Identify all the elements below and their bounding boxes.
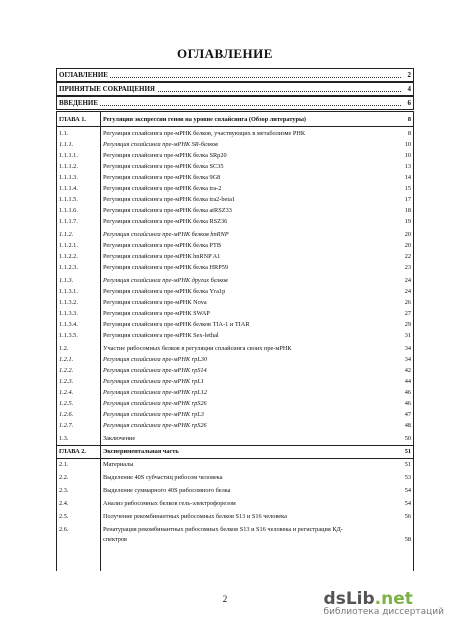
toc-number: 2.3.	[59, 487, 69, 494]
toc-page: 34	[404, 345, 411, 352]
toc-page: 31	[404, 332, 411, 339]
toc-page: 48	[404, 422, 411, 429]
toc-row[interactable]	[57, 485, 413, 496]
toc-number: 1.2.7.	[59, 422, 74, 429]
toc-number: 1.3.	[59, 435, 69, 442]
toc-row[interactable]	[57, 194, 413, 205]
toc-title: Регуляция сплайсинга пре-мРНК белков hnRNP	[103, 231, 229, 238]
toc-section-page: 4	[407, 85, 411, 93]
watermark-domain: .net	[374, 589, 413, 609]
toc-row[interactable]	[57, 446, 413, 457]
toc-page: 47	[404, 411, 411, 418]
toc-page: 50	[404, 435, 411, 442]
page-number: 2	[222, 594, 228, 604]
toc-number: 2.2.	[59, 474, 69, 481]
toc-row[interactable]	[57, 150, 413, 161]
toc-row[interactable]	[57, 433, 413, 444]
toc-title: Регуляция сплайсинга пре-мРНК Nova	[103, 299, 207, 306]
toc-page: 34	[404, 356, 411, 363]
toc-title: Регуляция сплайсинга пре-мРНК белка SC35	[103, 163, 224, 170]
toc-title: Выделение суммарного 40S рибосомного белка	[103, 487, 231, 494]
toc-page: 22	[404, 253, 411, 260]
toc-title: Экспериментальная часть	[103, 448, 179, 455]
toc-row[interactable]	[57, 229, 413, 240]
toc-page: 54	[404, 500, 411, 507]
page-title: ОГЛАВЛЕНИЕ	[177, 46, 273, 61]
toc-page: 18	[404, 207, 411, 214]
toc-page: 51	[404, 461, 411, 468]
toc-title: Регуляция сплайсинга пре-мРНК белка 9G8	[103, 174, 221, 181]
toc-number: 1.1.1.2.	[59, 163, 78, 170]
toc-title: Регуляция сплайсинга пре-мРНК rpL1	[103, 378, 204, 385]
toc-number: 1.1.3.4.	[59, 321, 78, 328]
toc-page: 24	[404, 277, 411, 284]
toc-number: 1.2.4.	[59, 389, 74, 396]
toc-title: Регуляция сплайсинга пре-мРНК белка HRP59	[103, 264, 229, 271]
toc-title: Участие рибосомных белков в регуляции сплайсинга своих пре-мРНК	[103, 345, 292, 352]
toc-row[interactable]	[57, 262, 413, 273]
toc-number: 1.2.5.	[59, 400, 74, 407]
toc-number: 1.2.6.	[59, 411, 74, 418]
toc-row[interactable]	[57, 354, 413, 365]
toc-section-page: 2	[407, 71, 411, 79]
toc-row[interactable]	[57, 308, 413, 319]
toc-title: Регуляция сплайсинга пре-мРНК rpS14	[103, 367, 207, 374]
toc-title: Материалы	[103, 461, 134, 468]
toc-number: 2.5.	[59, 513, 69, 520]
toc-page: 19	[404, 218, 411, 225]
toc-title: Регуляция экспрессии генов на уровне сплайсинга (Обзор литературы)	[103, 116, 306, 123]
toc-row[interactable]	[57, 139, 413, 150]
toc-title: Регуляция сплайсинга пре-мРНК белка atRSZ33	[103, 207, 232, 214]
toc-title: Регуляция сплайсинга пре-мРНК белков TIA-1 и TIAR	[103, 321, 250, 328]
toc-title: Регуляция сплайсинга пре-мРНК rpS26	[103, 400, 207, 407]
leader-dots	[59, 105, 401, 106]
toc-number: 2.6.	[59, 526, 69, 533]
toc-row[interactable]	[57, 275, 413, 286]
toc-section-introduction[interactable]	[56, 96, 414, 110]
toc-number: 1.1.1.1.	[59, 152, 78, 159]
toc-title: Регуляция сплайсинга пре-мРНК rpS26	[103, 422, 207, 429]
toc-number: 1.1.3.1.	[59, 288, 78, 295]
toc-row[interactable]	[57, 398, 413, 409]
toc-number: 1.2.3.	[59, 378, 74, 385]
leader-dots	[59, 77, 401, 78]
toc-number: 1.1.1.7.	[59, 218, 78, 225]
toc-page: 17	[404, 196, 411, 203]
toc-row[interactable]	[57, 161, 413, 172]
toc-section-label: ПРИНЯТЫЕ СОКРАЩЕНИЯ	[59, 85, 155, 93]
toc-page: 20	[404, 231, 411, 238]
toc-title: Регуляция сплайсинга пре-мРНК белка SRp20	[103, 152, 227, 159]
toc-number: 1.2.2.	[59, 367, 74, 374]
toc-row[interactable]	[57, 387, 413, 398]
toc-page: 14	[404, 174, 411, 181]
toc-number: 1.1.1.3.	[59, 174, 78, 181]
toc-row[interactable]	[57, 240, 413, 251]
toc-page: 20	[404, 242, 411, 249]
toc-title-continued: спектров	[103, 536, 128, 543]
toc-page: 24	[404, 288, 411, 295]
toc-row[interactable]	[57, 343, 413, 354]
toc-page: 54	[404, 487, 411, 494]
toc-row[interactable]	[57, 330, 413, 341]
toc-title: Регуляция сплайсинга пре-мРНК белка RSZ36	[103, 218, 228, 225]
toc-number: 1.1.2.3.	[59, 264, 78, 271]
watermark-logo	[324, 589, 444, 617]
toc-page: 53	[404, 474, 411, 481]
toc-row[interactable]	[57, 511, 413, 522]
toc-row[interactable]	[57, 172, 413, 183]
toc-page: 58	[404, 536, 411, 543]
toc-row[interactable]	[57, 183, 413, 194]
toc-page: 26	[404, 299, 411, 306]
toc-section-abstract[interactable]	[56, 68, 414, 82]
toc-number: ГЛАВА 2.	[59, 448, 86, 455]
watermark-subtitle: библиотека диссертаций	[323, 607, 444, 617]
toc-page: 42	[404, 367, 411, 374]
toc-title: Регуляция сплайсинга пре-мРНК SWAP	[103, 310, 210, 317]
toc-page: 46	[404, 389, 411, 396]
toc-page: 44	[404, 378, 411, 385]
toc-number: 1.1.	[59, 130, 69, 137]
toc-row[interactable]	[57, 409, 413, 420]
toc-title: Ренатурация рекомбинантных рибосомных белков S13 и S16 человека и регистрация КД-	[103, 526, 343, 533]
toc-row[interactable]	[57, 498, 413, 509]
toc-number: 1.1.3.	[59, 277, 74, 284]
toc-row[interactable]	[57, 420, 413, 431]
toc-number: 1.1.1.4.	[59, 185, 78, 192]
watermark-brand: dsLib	[323, 589, 375, 609]
toc-title: Регуляция сплайсинга пре-мРНК белка Yra1p	[103, 288, 226, 295]
toc-page: 10	[404, 152, 411, 159]
toc-number: 1.1.1.6.	[59, 207, 78, 214]
toc-title: Регуляция сплайсинга пре-мРНК Sex-lethal	[103, 332, 219, 339]
toc-row[interactable]	[57, 286, 413, 297]
toc-number: 1.2.1.	[59, 356, 74, 363]
toc-row[interactable]	[57, 297, 413, 308]
toc-section-page: 6	[407, 99, 411, 107]
toc-number: 2.4.	[59, 500, 69, 507]
toc-page: 10	[404, 141, 411, 148]
toc-number: 1.1.3.5.	[59, 332, 78, 339]
toc-page: 8	[407, 130, 411, 137]
toc-page: 51	[404, 448, 411, 455]
toc-page: 27	[404, 310, 411, 317]
toc-title: Выделение 40S субчастиц рибосом человека	[103, 474, 223, 481]
toc-title: Регуляция сплайсинга пре-мРНК rpL30	[103, 356, 208, 363]
toc-row[interactable]	[57, 365, 413, 376]
toc-number: 1.1.1.	[59, 141, 74, 148]
toc-number: 1.1.3.3.	[59, 310, 78, 317]
toc-page: 23	[404, 264, 411, 271]
toc-number: 1.1.1.5.	[59, 196, 78, 203]
toc-page: 15	[404, 185, 411, 192]
toc-number: ГЛАВА 1.	[59, 116, 86, 123]
toc-row[interactable]	[57, 459, 413, 470]
toc-title: Регуляция сплайсинга пре-мРНК белка PTB	[103, 242, 222, 249]
toc-title: Анализ рибосомных белков гель-электрофорезом	[103, 500, 236, 507]
toc-page: 29	[404, 321, 411, 328]
toc-row[interactable]	[57, 128, 413, 139]
toc-number: 2.1.	[59, 461, 69, 468]
toc-number: 1.1.2.2.	[59, 253, 78, 260]
toc-number: 1.1.2.1.	[59, 242, 78, 249]
toc-page: 8	[407, 116, 411, 123]
toc-title: Регуляция сплайсинга пре-мРНК других белков	[103, 277, 228, 284]
toc-number: 1.1.3.2.	[59, 299, 78, 306]
toc-section-label: ОГЛАВЛЕНИЕ	[59, 71, 108, 79]
toc-title: Заключение	[103, 435, 136, 442]
toc-row[interactable]	[57, 251, 413, 262]
toc-title: Регуляция сплайсинга пре-мРНК SR-белков	[103, 141, 218, 148]
toc-row[interactable]	[57, 472, 413, 483]
toc-title: Регуляция сплайсинга пре-мРНК белков, участвующих в метаболизме РНК	[103, 130, 306, 137]
toc-title: Регуляция сплайсинга пре-мРНК hnRNP A1	[103, 253, 221, 260]
toc-number: 1.2.	[59, 345, 69, 352]
toc-section-abbreviations[interactable]	[56, 82, 414, 96]
toc-row[interactable]	[57, 216, 413, 227]
toc-title: Регуляция сплайсинга пре-мРНК rpL3	[103, 411, 204, 418]
toc-page: 46	[404, 400, 411, 407]
toc-row[interactable]	[57, 114, 413, 125]
row-separator	[57, 126, 413, 127]
toc-page: 56	[404, 513, 411, 520]
toc-number: 1.1.2.	[59, 231, 74, 238]
toc-row[interactable]	[57, 205, 413, 216]
toc-row[interactable]	[57, 319, 413, 330]
toc-title: Регуляция сплайсинга пре-мРНК rpL12	[103, 389, 208, 396]
toc-title: Регуляция сплайсинга пре-мРНК белка tra2-beta1	[103, 196, 236, 203]
toc-row[interactable]	[57, 524, 413, 543]
toc-title: Получение рекомбинантных рибосомных белков S13 и S16 человека	[103, 513, 287, 520]
toc-table	[56, 111, 414, 571]
toc-row[interactable]	[57, 376, 413, 387]
toc-page: 13	[404, 163, 411, 170]
toc-section-label: ВВЕДЕНИЕ	[59, 99, 99, 107]
toc-title: Регуляция сплайсинга пре-мРНК белка tra-2	[103, 185, 222, 192]
